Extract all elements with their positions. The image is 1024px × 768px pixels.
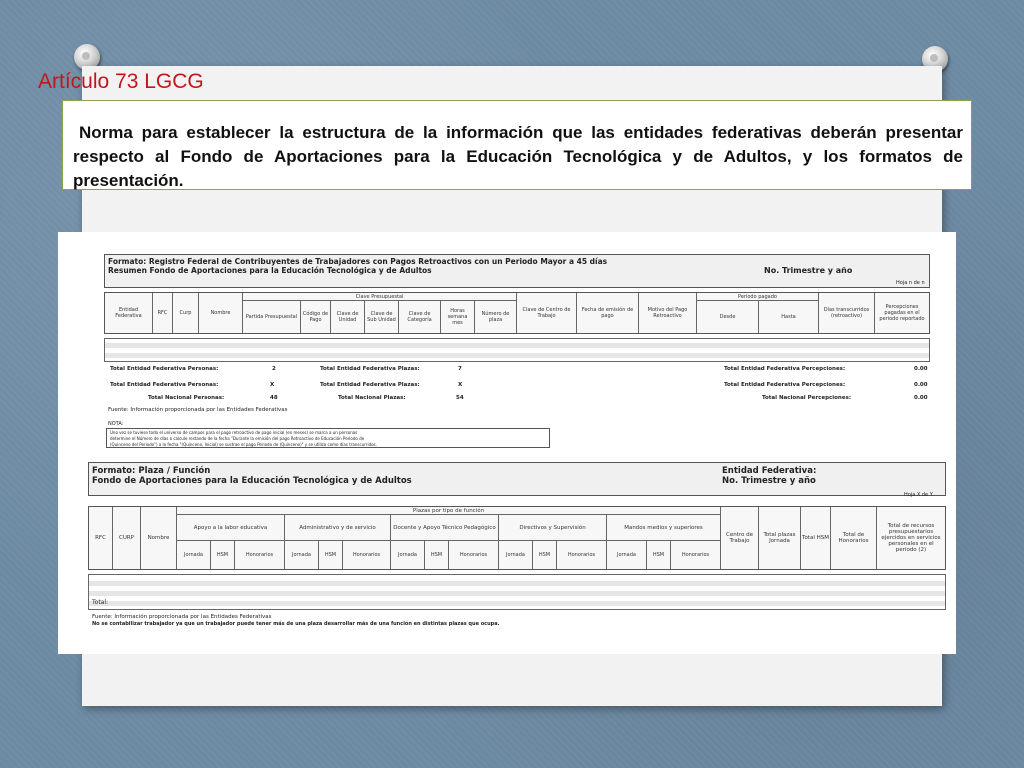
format1-fuente: Fuente: Información proporcionada por las Entidades Federativas bbox=[108, 407, 288, 413]
total-nac-plazas-val: 54 bbox=[456, 395, 464, 401]
total-ent-percepciones-val: 0.00 bbox=[914, 366, 928, 372]
col-fecha: Fecha de emisión de pago bbox=[577, 293, 639, 333]
col-centro: Centro de Trabajo bbox=[721, 507, 759, 569]
format1-header-grid bbox=[104, 292, 930, 334]
total-ent-plazas-val: 7 bbox=[458, 366, 462, 372]
col-jornada: Jornada bbox=[177, 541, 211, 569]
col-desde: Desde bbox=[697, 301, 759, 333]
total-nac-personas: Total Nacional Personas: bbox=[148, 395, 225, 401]
total-nac-plazas: Total Nacional Plazas: bbox=[338, 395, 406, 401]
col-codigo: Código de Pago bbox=[301, 301, 331, 333]
col-percepciones: Percepciones pagadas en el periodo reportado bbox=[879, 304, 925, 322]
format2-header-grid bbox=[88, 506, 946, 570]
col-clave-sub: Clave de Sub Unidad bbox=[365, 301, 399, 333]
format2-entidad: Entidad Federativa: bbox=[722, 466, 817, 476]
col-honorarios: Honorarios bbox=[235, 541, 285, 569]
format2-subtitle: Fondo de Aportaciones para la Educación Tecnológica y de Adultos bbox=[92, 476, 412, 486]
col-numero-plaza: Número de plaza bbox=[475, 301, 517, 333]
col-recursos: Total de recursos presupuestarios ejercidos en servicios personales en el periodo (2) bbox=[881, 523, 941, 553]
group-directivos: Directivos y Supervisión bbox=[499, 515, 607, 541]
total-ent-personas: Total Entidad Federativa Personas: bbox=[110, 366, 219, 372]
group-clave: Clave Presupuestal bbox=[243, 293, 517, 301]
format1-title: Formato: Registro Federal de Contribuyentes de Trabajadores con Pagos Retroactivos con un Periodo Mayor a 45 días bbox=[108, 257, 608, 266]
col-hsm: HSM bbox=[319, 541, 343, 569]
group-mandos: Mandos medios y superiores bbox=[607, 515, 721, 541]
nota-line: determine el Número de días o calcule restando de la fecha "Durante la emisión del pago Retroactivo de Educación Periodo de bbox=[110, 436, 365, 441]
nota-line: Uno vez se tuviese todo el universo de campos para el pago retroactivo de pago inicial (en meses) se marca a un personas bbox=[110, 430, 358, 435]
nota-line: (Quinceno del Periodo") a la fecha "(Quinceno, Inicial) se sustrae el pago Periodo de (Quinceno)" y se utiliza como días transcurridos. bbox=[110, 442, 377, 447]
col-honorarios: Honorarios bbox=[343, 541, 391, 569]
format1-subtitle: Resumen Fondo de Aportaciones para la Educación Tecnológica y de Adultos bbox=[108, 266, 432, 275]
total-ent-personas-2: Total Entidad Federativa Personas: bbox=[110, 382, 219, 388]
group-docente: Docente y Apoyo Técnico Pedagógico bbox=[391, 515, 499, 541]
format1-data-row bbox=[104, 338, 930, 362]
total-ent-personas-val: 2 bbox=[272, 366, 276, 372]
group-periodo: Periodo pagado bbox=[697, 293, 819, 301]
format2-fuente: Fuente: Información proporcionada por las Entidades Federativas bbox=[92, 614, 272, 620]
format2-hoja: Hoja X de Y bbox=[904, 492, 933, 498]
col-motivo: Motivo del Pago Retroactivo bbox=[639, 293, 697, 333]
col-rfc: RFC bbox=[89, 507, 113, 569]
col-hasta: Hasta bbox=[759, 301, 819, 333]
col-honorarios: Honorarios bbox=[557, 541, 607, 569]
group-apoyo: Apoyo a la labor educativa bbox=[177, 515, 285, 541]
norm-text-box bbox=[62, 100, 972, 190]
format2-data-row bbox=[88, 574, 946, 610]
format2-trimestre: No. Trimestre y año bbox=[722, 476, 816, 486]
format2-total-label: Total: bbox=[92, 599, 109, 606]
format2-title: Formato: Plaza / Función bbox=[92, 466, 211, 476]
total-ent-plazas-2-val: X bbox=[458, 382, 463, 388]
total-ent-percepciones-2-val: 0.00 bbox=[914, 382, 928, 388]
col-hsm: HSM bbox=[533, 541, 557, 569]
col-hsm: HSM bbox=[211, 541, 235, 569]
col-jornada: Jornada bbox=[391, 541, 425, 569]
format-document-image bbox=[58, 232, 956, 654]
col-curp: CURP bbox=[113, 507, 141, 569]
col-centro: Clave de Centro de Trabajo bbox=[517, 293, 577, 333]
total-ent-percepciones: Total Entidad Federativa Percepciones: bbox=[724, 366, 846, 372]
total-ent-percepciones-2: Total Entidad Federativa Percepciones: bbox=[724, 382, 846, 388]
col-rfc: RFC bbox=[153, 293, 173, 333]
col-nombre: Nombre bbox=[141, 507, 177, 569]
col-curp: Curp bbox=[173, 293, 199, 333]
norm-text: Norma para establecer la estructura de la información que las entidades federativas deberán presentar respecto al Fondo de Aportaciones para la Educación Tecnológica y de Adultos, y los formatos de presentación. bbox=[73, 123, 963, 190]
total-nac-personas-val: 48 bbox=[270, 395, 278, 401]
format1-hoja: Hoja n de n bbox=[896, 280, 925, 286]
col-dias: Días transcurridos (retroactivo) bbox=[819, 293, 875, 333]
col-hsm: HSM bbox=[647, 541, 671, 569]
col-total-hsm: Total HSM bbox=[801, 507, 831, 569]
total-nac-percepciones-val: 0.00 bbox=[914, 395, 928, 401]
col-entidad: Entidad Federativa bbox=[105, 293, 153, 333]
col-hsm: HSM bbox=[425, 541, 449, 569]
col-jornada: Jornada bbox=[607, 541, 647, 569]
total-ent-plazas-2: Total Entidad Federativa Plazas: bbox=[320, 382, 420, 388]
col-clave-unidad: Clave de Unidad bbox=[331, 301, 365, 333]
total-ent-personas-2-val: X bbox=[270, 382, 275, 388]
col-nombre: Nombre bbox=[199, 293, 243, 333]
col-honorarios: Honorarios bbox=[449, 541, 499, 569]
col-honorarios: Honorarios bbox=[671, 541, 721, 569]
col-total-plazas: Total plazas Jornada bbox=[759, 507, 801, 569]
col-horas: Horas semana mes bbox=[441, 301, 475, 333]
total-ent-plazas: Total Entidad Federativa Plazas: bbox=[320, 366, 420, 372]
col-partida: Partida Presupuestal bbox=[243, 301, 301, 333]
col-jornada: Jornada bbox=[285, 541, 319, 569]
slide-title: Artículo 73 LGCG bbox=[38, 70, 204, 93]
format1-trimestre: No. Trimestre y año bbox=[764, 266, 853, 275]
format2-nota: No se contabilizar trabajador ya que un trabajador puede tener más de una plaza desarrollar más de una función en distintas plazas que ocupa. bbox=[92, 621, 500, 627]
group-plazas: Plazas por tipo de función bbox=[177, 507, 721, 515]
col-total-honorarios: Total de Honorarios bbox=[831, 507, 877, 569]
col-jornada: Jornada bbox=[499, 541, 533, 569]
group-admin: Administrativo y de servicio bbox=[285, 515, 391, 541]
format1-nota-label: NOTA: bbox=[108, 421, 124, 427]
format1-nota-box bbox=[106, 428, 550, 448]
col-clave-cat: Clave de Categoría bbox=[399, 301, 441, 333]
total-nac-percepciones: Total Nacional Percepciones: bbox=[762, 395, 852, 401]
